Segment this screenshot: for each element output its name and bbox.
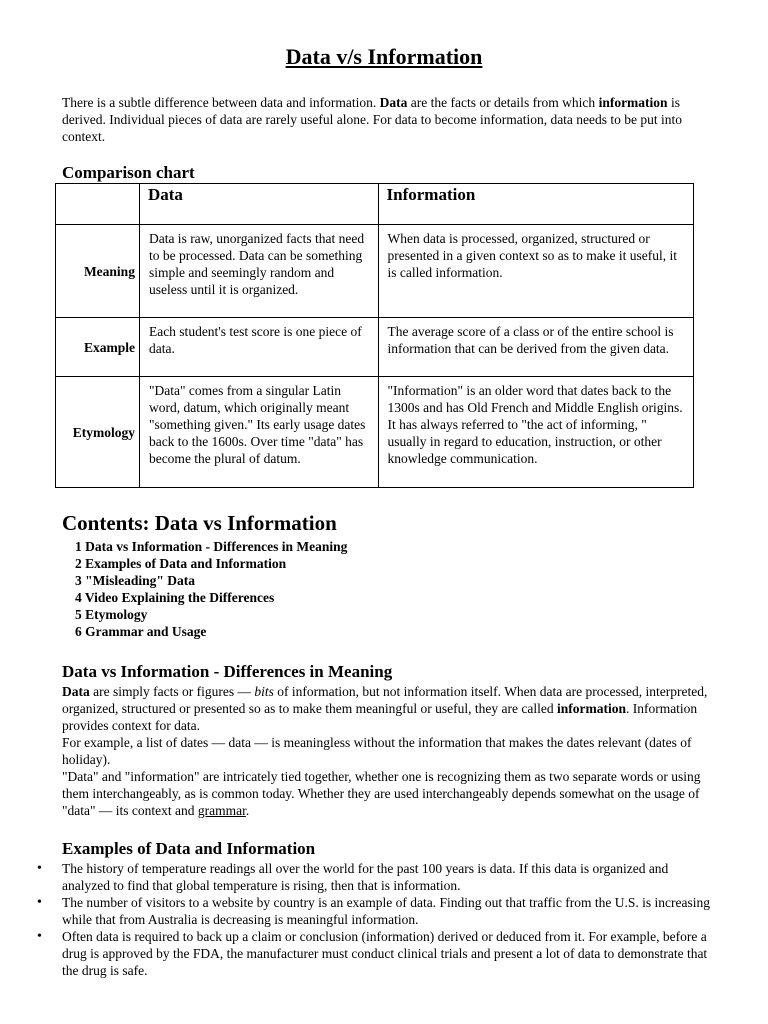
italic-bits: bits — [254, 684, 274, 699]
intro-paragraph — [62, 94, 722, 145]
grammar-link[interactable]: grammar — [197, 803, 246, 818]
comparison-table — [55, 183, 694, 488]
intro-bold-data: Data — [379, 95, 408, 110]
intro-text: is derived. Individual pieces of data are rarely useful alone. For data to become information, data needs to be put into context. — [62, 95, 683, 144]
toc-item[interactable]: 6 Grammar and Usage — [75, 624, 207, 639]
meaning-section-body — [62, 683, 712, 819]
cell-etymology-information: "Information" is an older word that dates back to the 1300s and has Old French and Middle English origins. It has always referred to "the act of informing, " usually in regard to education, instruction, or other knowledge communication. — [378, 377, 693, 488]
list-item — [37, 894, 712, 928]
cell-meaning-data: Data is raw, unorganized facts that need to be processed. Data can be something simple and seemingly random and useless until it is organized. — [139, 225, 378, 318]
toc-item[interactable]: 1 Data vs Information - Differences in Meaning — [75, 539, 348, 554]
list-item-text: The history of temperature readings all over the world for the past 100 years is data. If this data is organized and analyzed to find that global temperature is rising, then that is information. — [62, 861, 669, 893]
intro-text: are the facts or details from which — [407, 95, 599, 110]
examples-section-heading: Examples of Data and Information — [62, 839, 316, 858]
toc-item[interactable]: 2 Examples of Data and Information — [75, 556, 287, 571]
table-corner-cell — [56, 184, 140, 225]
table-row-example — [56, 318, 694, 377]
column-header-data: Data — [139, 184, 378, 225]
cell-etymology-data: "Data" comes from a singular Latin word, datum, which originally meant "something given." Its early usage dates back to the 1600s. Over time "data" has become the plural of datum. — [139, 377, 378, 488]
cell-meaning-information: When data is processed, organized, structured or presented in a given context so as to make it useful, it is called information. — [378, 225, 693, 318]
row-label-etymology: Etymology — [56, 377, 140, 488]
intro-text: There is a subtle difference between data and information. — [62, 95, 380, 110]
cell-example-data: Each student's test score is one piece of data. — [139, 318, 378, 377]
bold-information: information — [556, 701, 626, 716]
table-header-row — [56, 184, 694, 225]
cell-example-information: The average score of a class or of the entire school is information that can be derived from the given data. — [378, 318, 693, 377]
row-label-meaning: Meaning — [56, 225, 140, 318]
table-row-meaning — [56, 225, 694, 318]
meaning-section-heading: Data vs Information - Differences in Meaning — [62, 662, 393, 681]
toc-item[interactable]: 3 "Misleading" Data — [75, 573, 195, 588]
list-item — [37, 928, 712, 979]
list-item-text: Often data is required to back up a claim or conclusion (information) derived or deduced from it. For example, before a drug is approved by the FDA, the manufacturer must conduct clinical trials and present a lot of data to demonstrate that the drug is safe. — [62, 929, 708, 978]
intro-bold-information: information — [598, 95, 668, 110]
table-of-contents — [75, 538, 347, 640]
column-header-information: Information — [378, 184, 693, 225]
bullet-icon: • — [37, 929, 42, 944]
paragraph-text: "Data" and "information" are intricately tied together, whether one is recognizing them as two separate words or using them interchangeably, as is common today. Whether they are used interchangeably depends somewhat on the usage of "data" — its context and — [62, 769, 701, 818]
bullet-icon: • — [37, 861, 42, 876]
toc-item[interactable]: 5 Etymology — [75, 607, 148, 622]
paragraph-text: . — [245, 803, 250, 818]
page-title: Data v/s Information — [285, 44, 483, 69]
paragraph-text: of information, but not information itself. When data are processed, interpreted, organized, structured or presented so as to make them meaningful or useful, they are called — [62, 684, 708, 716]
comparison-chart-heading: Comparison chart — [62, 163, 195, 182]
bold-data: Data — [62, 684, 90, 699]
meaning-paragraph-1 — [62, 683, 712, 734]
list-item-text: The number of visitors to a website by country is an example of data. Finding out that traffic from the U.S. is increasing while that from Australia is decreasing is meaningful information. — [62, 895, 710, 927]
toc-item[interactable]: 4 Video Explaining the Differences — [75, 590, 275, 605]
examples-list — [37, 860, 712, 979]
contents-heading: Contents: Data vs Information — [62, 511, 337, 535]
table-row-etymology — [56, 377, 694, 488]
row-label-example: Example — [56, 318, 140, 377]
list-item — [37, 860, 712, 894]
bullet-icon: • — [37, 895, 42, 910]
paragraph-text: . Information provides context for data. — [62, 701, 698, 733]
meaning-paragraph-2: For example, a list of dates — data — is meaningless without the information that makes the dates relevant (dates of holiday). — [62, 735, 692, 767]
paragraph-text: are simply facts or figures — — [89, 684, 255, 699]
meaning-paragraph-3 — [62, 768, 712, 819]
